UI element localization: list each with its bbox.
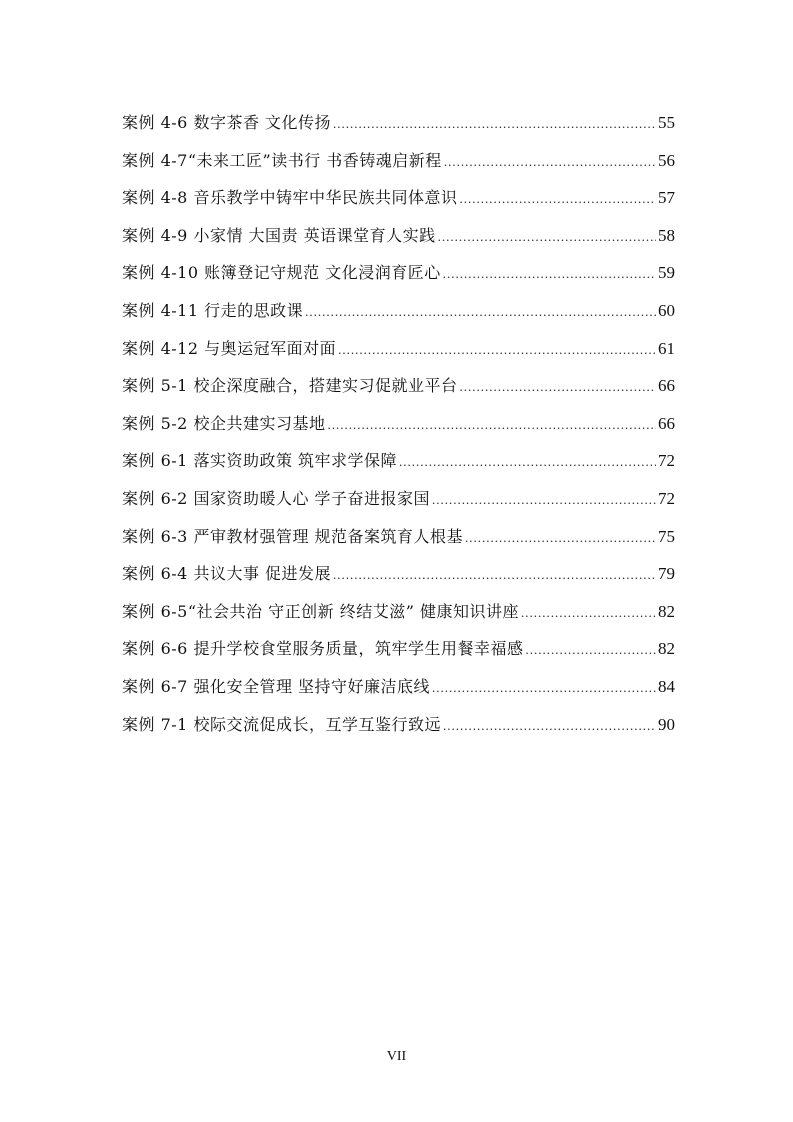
- toc-entry[interactable]: [122, 292, 675, 330]
- toc-entry-title: 案例 4-9 小家情 大国责 英语课堂育人实践: [122, 225, 436, 245]
- toc-dot-leader: [525, 631, 656, 669]
- toc-entry-title: 案例 4-11 行走的思政课: [122, 300, 304, 320]
- toc-entry[interactable]: [122, 555, 675, 593]
- toc-entry[interactable]: [122, 330, 675, 368]
- toc-dot-leader: [327, 406, 656, 444]
- toc-entry[interactable]: [122, 405, 675, 443]
- toc-entry-page: 60: [658, 300, 675, 320]
- toc-entry[interactable]: [122, 630, 675, 668]
- toc-dot-leader: [338, 331, 656, 369]
- toc-entry-title: 案例 6-7 强化安全管理 坚持守好廉洁底线: [122, 676, 431, 696]
- toc-entry-title: 案例 7-1 校际交流促成长，互学互鉴行致远: [122, 714, 441, 734]
- toc-entry-page: 55: [658, 113, 675, 132]
- toc-dot-leader: [438, 218, 656, 256]
- toc-dot-leader: [432, 669, 656, 707]
- toc-dot-leader: [459, 180, 656, 218]
- toc-entry-title: 案例 6-5“社会共治 守正创新 终结艾滋” 健康知识讲座: [122, 601, 519, 621]
- toc-entry-page: 90: [658, 714, 675, 734]
- toc-entry[interactable]: [122, 217, 675, 255]
- toc-entry[interactable]: [122, 593, 675, 631]
- toc-entry-title: 案例 4-12 与奥运冠军面对面: [122, 338, 337, 358]
- toc-entry-title: 案例 5-1 校企深度融合，搭建实习促就业平台: [122, 376, 458, 396]
- toc-entry-title: 案例 6-4 共议大事 促进发展: [122, 564, 332, 584]
- toc-entry-title: 案例 4-6 数字茶香 文化传扬: [122, 113, 332, 132]
- toc-dot-leader: [399, 443, 656, 481]
- toc-entry-title: 案例 5-2 校企共建实习基地: [122, 413, 326, 433]
- toc-entry-page: 66: [658, 413, 675, 433]
- toc-entry-page: 84: [658, 676, 675, 696]
- toc-entry[interactable]: [122, 104, 675, 142]
- toc-entry-page: 82: [658, 601, 675, 621]
- toc-entry[interactable]: [122, 518, 675, 556]
- toc-entry-title: 案例 6-2 国家资助暖人心 学子奋进报家国: [122, 488, 431, 508]
- toc-entry[interactable]: [122, 442, 675, 480]
- toc-entry[interactable]: [122, 480, 675, 518]
- toc-entry-page: 82: [658, 639, 675, 659]
- toc-entry-page: 72: [658, 488, 675, 508]
- toc-dot-leader: [333, 556, 656, 594]
- toc-dot-leader: [459, 368, 656, 406]
- toc-entry[interactable]: [122, 254, 675, 292]
- toc-dot-leader: [521, 594, 656, 632]
- toc-entry-page: 58: [658, 225, 675, 245]
- toc-dot-leader: [432, 481, 656, 519]
- toc-dot-leader: [444, 143, 656, 181]
- toc-entry[interactable]: [122, 668, 675, 706]
- toc-entry-title: 案例 4-7“未来工匠”读书行 书香铸魂启新程: [122, 150, 442, 170]
- toc-dot-leader: [443, 255, 656, 293]
- toc-entry-page: 56: [658, 150, 675, 170]
- toc-entry-page: 61: [658, 338, 675, 358]
- toc-entry-page: 75: [658, 526, 675, 546]
- toc-entry[interactable]: [122, 367, 675, 405]
- toc-dot-leader: [333, 105, 656, 143]
- toc-entry[interactable]: [122, 142, 675, 180]
- toc-entry-title: 案例 4-10 账簿登记守规范 文化浸润育匠心: [122, 263, 441, 283]
- toc-entry-page: 59: [658, 263, 675, 283]
- toc-dot-leader: [465, 519, 656, 557]
- toc-entry-page: 79: [658, 564, 675, 584]
- toc-entry-page: 66: [658, 376, 675, 396]
- toc-entry-title: 案例 6-6 提升学校食堂服务质量，筑牢学生用餐幸福感: [122, 639, 524, 659]
- toc-entry-page: 72: [658, 451, 675, 471]
- table-of-contents: [122, 104, 675, 743]
- toc-entry-title: 案例 4-8 音乐教学中铸牢中华民族共同体意识: [122, 188, 458, 208]
- toc-entry-title: 案例 6-1 落实资助政策 筑牢求学保障: [122, 451, 398, 471]
- toc-entry-title: 案例 6-3 严审教材强管理 规范备案筑育人根基: [122, 526, 464, 546]
- toc-entry-page: 57: [658, 188, 675, 208]
- toc-dot-leader: [305, 293, 656, 331]
- toc-dot-leader: [443, 707, 656, 745]
- toc-entry[interactable]: [122, 179, 675, 217]
- toc-entry[interactable]: [122, 706, 675, 744]
- page-number: VII: [386, 1049, 407, 1064]
